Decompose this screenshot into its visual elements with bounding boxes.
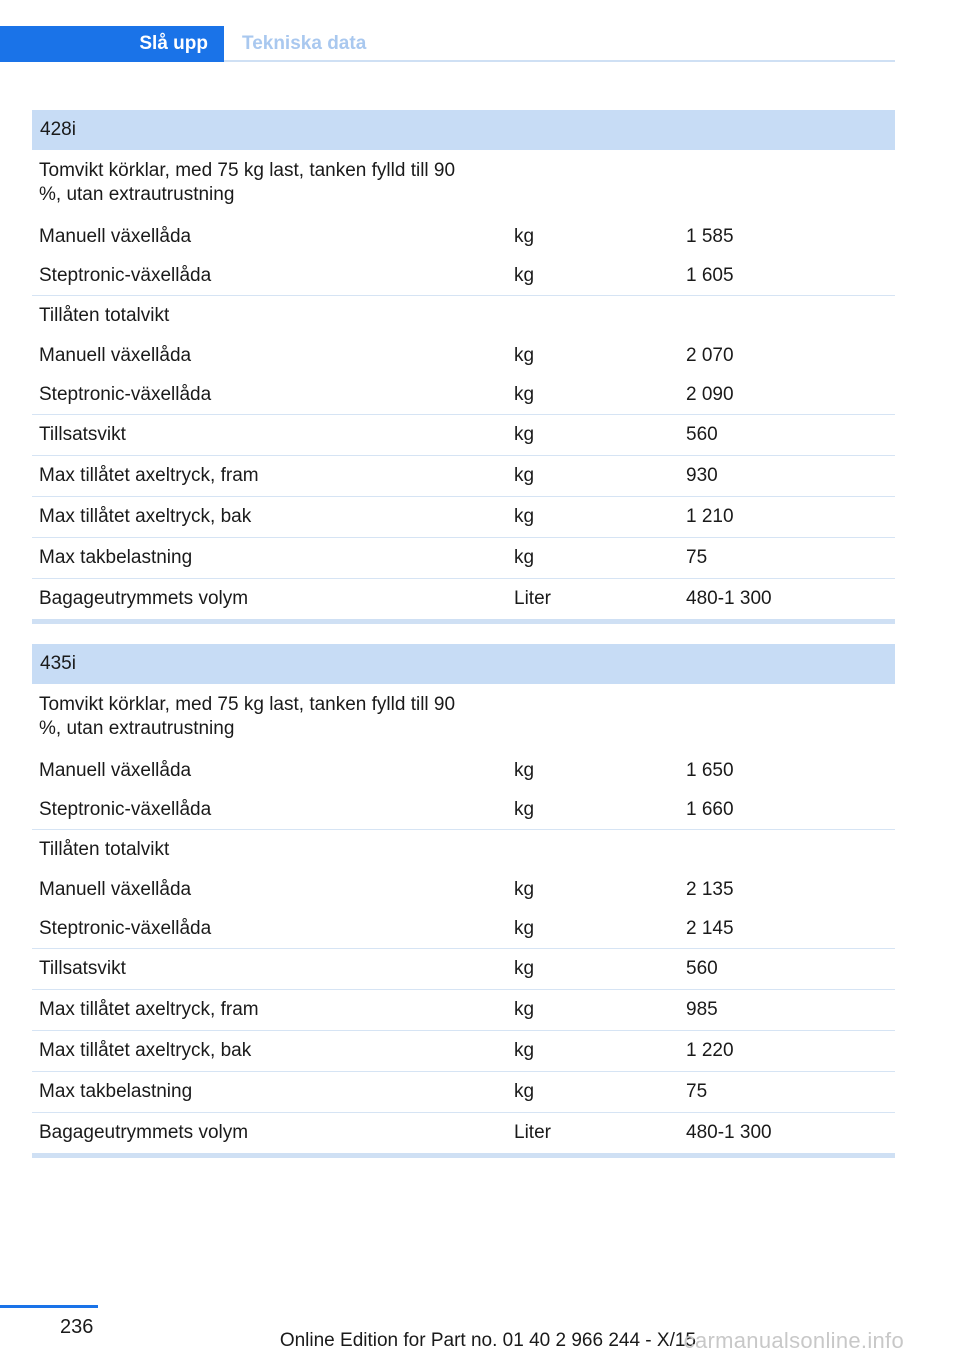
row-unit: kg	[514, 999, 535, 1020]
table-row	[32, 496, 895, 537]
table-row	[32, 1112, 895, 1153]
table-row	[32, 295, 895, 336]
row-label: Manuell växellåda	[39, 759, 192, 781]
row-value: 1 210	[686, 506, 734, 527]
row-unit: kg	[514, 759, 535, 781]
row-unit: kg	[514, 506, 535, 527]
row-label: Manuell växellåda	[39, 225, 192, 247]
row-value: 75	[686, 547, 708, 568]
table-row	[32, 790, 895, 829]
total-weight-label: Tillåten totalvikt	[39, 305, 170, 326]
table-row	[32, 751, 895, 790]
row-label: Steptronic-växellåda	[39, 917, 212, 939]
row-value: 560	[686, 958, 718, 979]
row-value: 2 145	[686, 917, 734, 939]
row-value: 560	[686, 424, 718, 445]
table-row	[32, 455, 895, 496]
row-value: 2 135	[686, 878, 734, 900]
row-label: Max tillåtet axeltryck, bak	[39, 506, 252, 527]
row-label: Max tillåtet axeltryck, bak	[39, 1040, 252, 1061]
row-unit: kg	[514, 798, 535, 820]
row-value: 1 220	[686, 1040, 734, 1061]
row-unit: kg	[514, 958, 535, 979]
row-label: Steptronic-växellåda	[39, 383, 212, 405]
spec-table-435i	[32, 644, 895, 1158]
table-row	[32, 909, 895, 948]
table-row	[32, 829, 895, 870]
tab-sla-upp[interactable]: Slå upp	[0, 26, 224, 62]
row-unit: kg	[514, 1081, 535, 1102]
table-row	[32, 948, 895, 989]
row-label: Manuell växellåda	[39, 344, 192, 366]
row-label: Bagageutrymmets volym	[39, 1122, 249, 1143]
top-navigation	[0, 0, 895, 62]
table-row	[32, 989, 895, 1030]
row-value: 480-1 300	[686, 1122, 772, 1143]
row-unit: kg	[514, 225, 535, 247]
table-header	[32, 644, 895, 684]
spec-table-428i	[32, 110, 895, 624]
table-row	[32, 578, 895, 619]
row-value: 75	[686, 1081, 708, 1102]
table-row	[32, 256, 895, 295]
row-unit: kg	[514, 424, 535, 445]
row-unit: kg	[514, 878, 535, 900]
row-label: Tillsatsvikt	[39, 424, 126, 445]
table-header	[32, 110, 895, 150]
row-unit: kg	[514, 344, 535, 366]
row-value: 1 650	[686, 759, 734, 781]
table-row	[32, 375, 895, 414]
row-label: Steptronic-växellåda	[39, 798, 212, 820]
model-name: 435i	[40, 653, 76, 674]
table-row	[32, 684, 895, 751]
row-unit: kg	[514, 465, 535, 486]
empty-weight-label: Tomvikt körklar, med 75 kg last, tanken fylld till 90 %, utan extrautrustning	[39, 694, 456, 739]
watermark: carmanualsonline.info	[683, 1328, 904, 1353]
row-value: 480-1 300	[686, 588, 772, 609]
edition-text: Online Edition for Part no. 01 40 2 966 244 - X/15	[279, 1330, 696, 1351]
row-label: Tillsatsvikt	[39, 958, 126, 979]
footer-accent-line	[0, 1305, 98, 1308]
row-label: Manuell växellåda	[39, 878, 192, 900]
row-label: Bagageutrymmets volym	[39, 588, 249, 609]
row-value: 930	[686, 465, 718, 486]
table-row	[32, 1030, 895, 1071]
table-row	[32, 217, 895, 256]
model-name: 428i	[40, 119, 76, 140]
row-unit: kg	[514, 547, 535, 568]
row-label: Max tillåtet axeltryck, fram	[39, 999, 259, 1020]
empty-weight-label: Tomvikt körklar, med 75 kg last, tanken fylld till 90 %, utan extrautrustning	[39, 160, 456, 205]
row-label: Max tillåtet axeltryck, fram	[39, 465, 259, 486]
row-value: 2 070	[686, 344, 734, 366]
table-row	[32, 870, 895, 909]
table-row	[32, 336, 895, 375]
row-value: 2 090	[686, 383, 734, 405]
tab-tekniska-data[interactable]: Tekniska data	[242, 33, 367, 54]
table-row	[32, 1071, 895, 1112]
row-value: 1 660	[686, 798, 734, 820]
row-unit: kg	[514, 383, 535, 405]
table-row	[32, 150, 895, 217]
row-label: Max takbelastning	[39, 1081, 193, 1102]
row-unit: kg	[514, 917, 535, 939]
row-unit: kg	[514, 1040, 535, 1061]
row-value: 985	[686, 999, 718, 1020]
table-row	[32, 537, 895, 578]
total-weight-label: Tillåten totalvikt	[39, 839, 170, 860]
row-unit: kg	[514, 264, 535, 286]
row-label: Max takbelastning	[39, 547, 193, 568]
row-value: 1 605	[686, 264, 734, 286]
row-value: 1 585	[686, 225, 734, 247]
page-number: 236	[60, 1316, 94, 1338]
row-unit: Liter	[514, 1122, 551, 1143]
row-label: Steptronic-växellåda	[39, 264, 212, 286]
row-unit: Liter	[514, 588, 551, 609]
table-row	[32, 414, 895, 455]
